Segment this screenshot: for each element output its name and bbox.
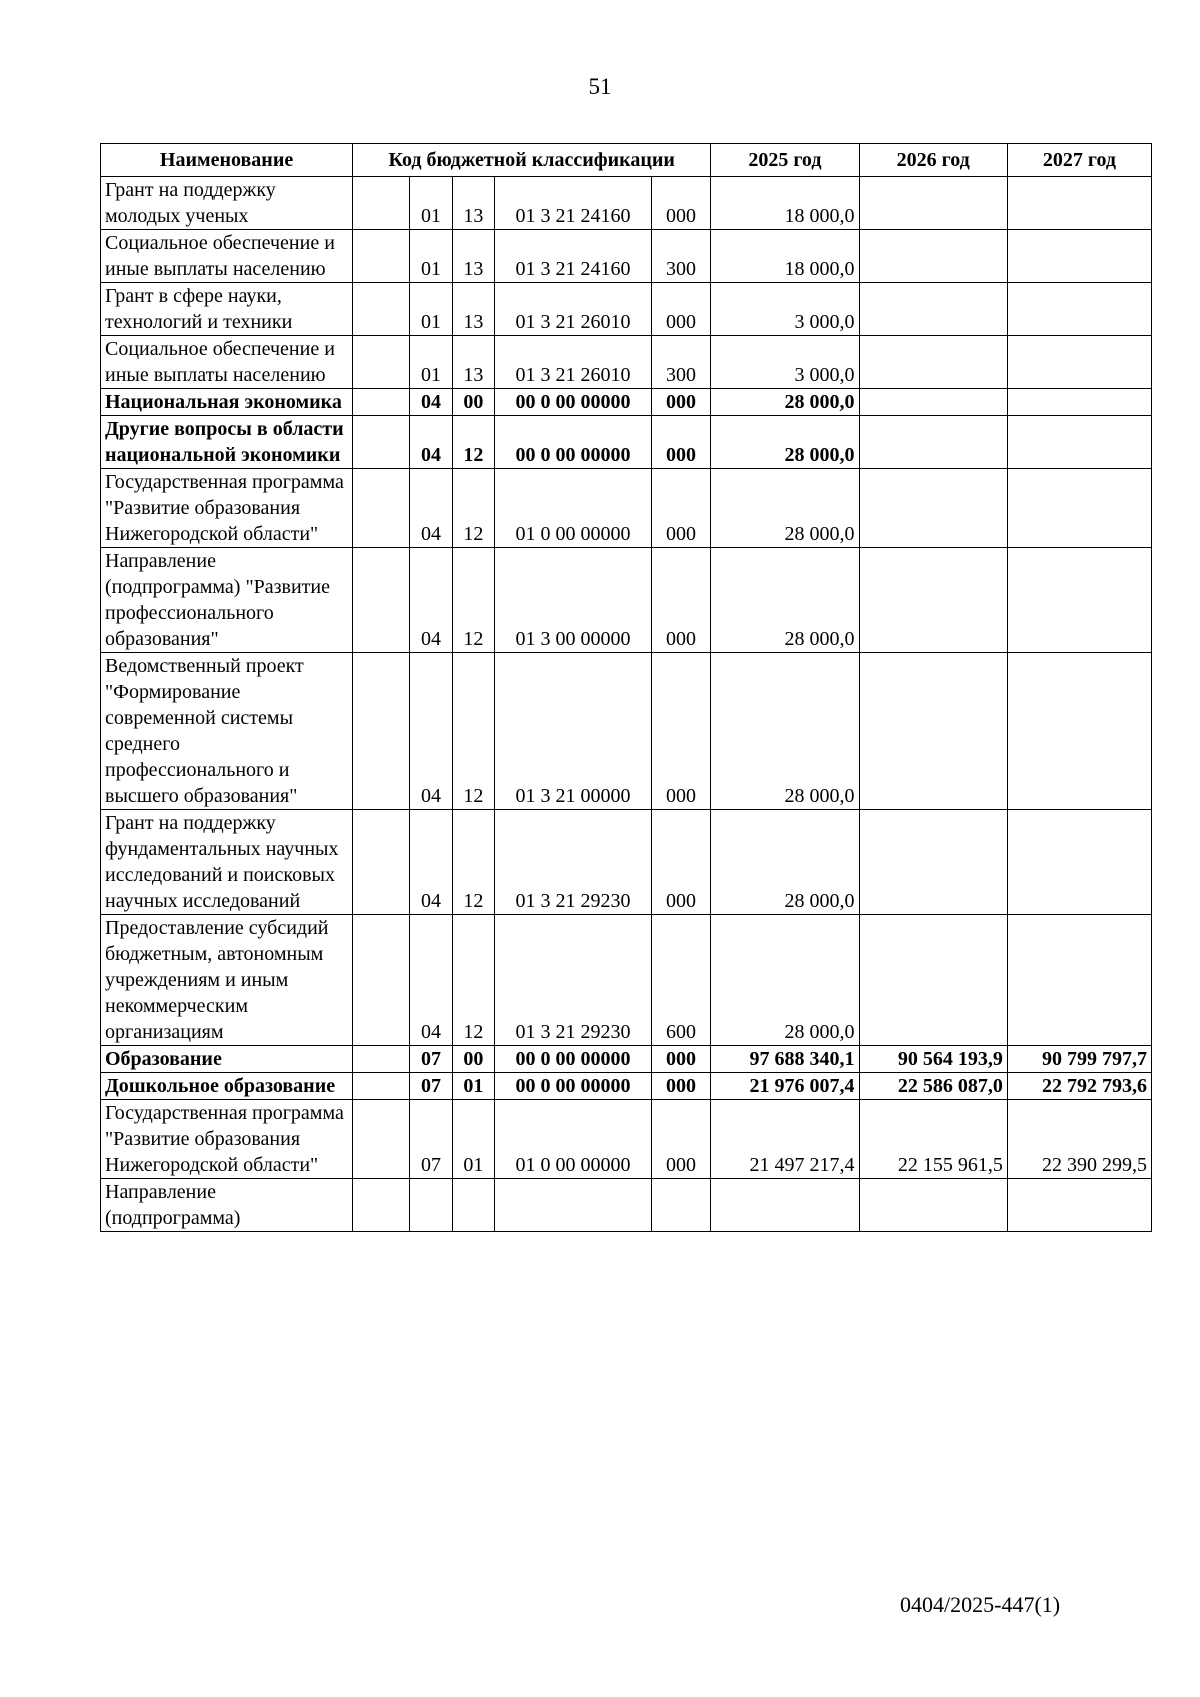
row-name: Грант в сфере науки, технологий и техники <box>101 283 353 336</box>
table-row <box>101 1179 1152 1232</box>
row-subsection: 12 <box>452 915 494 1046</box>
row-2027: 22 390 299,5 <box>1007 1100 1151 1179</box>
row-subsection: 12 <box>452 416 494 469</box>
table-row <box>101 230 1152 283</box>
row-target-code: 01 3 21 26010 <box>495 336 652 389</box>
row-target-code: 01 0 00 00000 <box>495 1100 652 1179</box>
row-subsection: 01 <box>452 1100 494 1179</box>
row-section: 07 <box>410 1046 452 1073</box>
row-name: Грант на поддержку фундаментальных научных исследований и поисковых научных исследований <box>101 810 353 915</box>
row-name: Национальная экономика <box>101 389 353 416</box>
row-2026 <box>859 336 1007 389</box>
row-blank-cell <box>353 416 410 469</box>
row-2026 <box>859 548 1007 653</box>
header-2026: 2026 год <box>859 144 1007 177</box>
row-section: 01 <box>410 230 452 283</box>
row-name: Направление (подпрограмма) "Развитие профессионального образования" <box>101 548 353 653</box>
page-number: 51 <box>588 74 612 99</box>
row-2027 <box>1007 177 1151 230</box>
row-blank-cell <box>353 810 410 915</box>
row-target-code: 01 0 00 00000 <box>495 469 652 548</box>
row-blank-cell <box>353 1100 410 1179</box>
row-target-code: 01 3 00 00000 <box>495 548 652 653</box>
row-target-code: 01 3 21 00000 <box>495 653 652 810</box>
row-blank-cell <box>353 283 410 336</box>
row-blank-cell <box>353 469 410 548</box>
row-subsection: 00 <box>452 1046 494 1073</box>
row-2025: 28 000,0 <box>711 389 859 416</box>
row-2026: 90 564 193,9 <box>859 1046 1007 1073</box>
row-expense-type: 000 <box>651 548 710 653</box>
row-2026 <box>859 389 1007 416</box>
row-2025: 28 000,0 <box>711 469 859 548</box>
row-target-code: 01 3 21 29230 <box>495 810 652 915</box>
row-2025: 28 000,0 <box>711 653 859 810</box>
header-2025: 2025 год <box>711 144 859 177</box>
row-subsection: 00 <box>452 389 494 416</box>
row-blank-cell <box>353 915 410 1046</box>
row-2025: 18 000,0 <box>711 177 859 230</box>
row-target-code: 00 0 00 00000 <box>495 1073 652 1100</box>
row-section: 04 <box>410 469 452 548</box>
row-blank-cell <box>353 653 410 810</box>
table-row <box>101 548 1152 653</box>
table-row <box>101 336 1152 389</box>
table-row-section <box>101 1046 1152 1073</box>
table-row <box>101 177 1152 230</box>
table-row-section <box>101 416 1152 469</box>
row-target-code: 01 3 21 24160 <box>495 230 652 283</box>
row-name: Государственная программа "Развитие образования Нижегородской области" <box>101 469 353 548</box>
row-target-code <box>495 1179 652 1232</box>
row-2025: 97 688 340,1 <box>711 1046 859 1073</box>
row-2027 <box>1007 653 1151 810</box>
row-2025: 3 000,0 <box>711 283 859 336</box>
row-section: 04 <box>410 416 452 469</box>
row-name: Предоставление субсидий бюджетным, автономным учреждениям и иным некоммерческим организациям <box>101 915 353 1046</box>
row-subsection: 12 <box>452 653 494 810</box>
row-expense-type: 000 <box>651 389 710 416</box>
row-2026 <box>859 810 1007 915</box>
row-name: Образование <box>101 1046 353 1073</box>
row-name: Государственная программа "Развитие образования Нижегородской области" <box>101 1100 353 1179</box>
row-subsection: 12 <box>452 810 494 915</box>
row-2026 <box>859 915 1007 1046</box>
row-target-code: 01 3 21 26010 <box>495 283 652 336</box>
row-2027 <box>1007 810 1151 915</box>
row-2025 <box>711 1179 859 1232</box>
row-2026: 22 155 961,5 <box>859 1100 1007 1179</box>
row-2026 <box>859 230 1007 283</box>
budget-table <box>100 143 1152 1232</box>
row-section <box>410 1179 452 1232</box>
row-2027 <box>1007 416 1151 469</box>
table-row <box>101 653 1152 810</box>
row-2027 <box>1007 548 1151 653</box>
row-blank-cell <box>353 1073 410 1100</box>
row-2025: 28 000,0 <box>711 810 859 915</box>
row-expense-type: 000 <box>651 1100 710 1179</box>
row-name: Социальное обеспечение и иные выплаты населению <box>101 336 353 389</box>
row-subsection: 13 <box>452 336 494 389</box>
row-2025: 21 976 007,4 <box>711 1073 859 1100</box>
row-subsection: 12 <box>452 548 494 653</box>
row-blank-cell <box>353 1179 410 1232</box>
header-2027: 2027 год <box>1007 144 1151 177</box>
row-section: 07 <box>410 1100 452 1179</box>
row-2026: 22 586 087,0 <box>859 1073 1007 1100</box>
table-row <box>101 810 1152 915</box>
row-section: 04 <box>410 810 452 915</box>
row-2027 <box>1007 1179 1151 1232</box>
row-name: Направление (подпрограмма) <box>101 1179 353 1232</box>
row-2027: 90 799 797,7 <box>1007 1046 1151 1073</box>
row-expense-type: 600 <box>651 915 710 1046</box>
row-2025: 28 000,0 <box>711 915 859 1046</box>
row-2026 <box>859 1179 1007 1232</box>
row-section: 04 <box>410 389 452 416</box>
row-section: 01 <box>410 336 452 389</box>
row-subsection <box>452 1179 494 1232</box>
table-header-row <box>101 144 1152 177</box>
row-2027: 22 792 793,6 <box>1007 1073 1151 1100</box>
row-2026 <box>859 416 1007 469</box>
row-expense-type: 000 <box>651 1046 710 1073</box>
row-section: 04 <box>410 915 452 1046</box>
row-blank-cell <box>353 336 410 389</box>
table-row-section <box>101 389 1152 416</box>
row-subsection: 12 <box>452 469 494 548</box>
row-section: 01 <box>410 177 452 230</box>
row-blank-cell <box>353 548 410 653</box>
row-target-code: 01 3 21 29230 <box>495 915 652 1046</box>
header-name: Наименование <box>101 144 353 177</box>
row-blank-cell <box>353 1046 410 1073</box>
row-expense-type: 000 <box>651 653 710 810</box>
row-2025: 18 000,0 <box>711 230 859 283</box>
table-row <box>101 1100 1152 1179</box>
row-name: Дошкольное образование <box>101 1073 353 1100</box>
row-section: 04 <box>410 653 452 810</box>
row-2026 <box>859 469 1007 548</box>
table-row <box>101 283 1152 336</box>
row-target-code: 00 0 00 00000 <box>495 416 652 469</box>
row-expense-type <box>651 1179 710 1232</box>
row-2027 <box>1007 469 1151 548</box>
row-name: Социальное обеспечение и иные выплаты населению <box>101 230 353 283</box>
row-target-code: 01 3 21 24160 <box>495 177 652 230</box>
row-name: Грант на поддержку молодых ученых <box>101 177 353 230</box>
row-2025: 3 000,0 <box>711 336 859 389</box>
row-subsection: 13 <box>452 230 494 283</box>
header-code: Код бюджетной классификации <box>353 144 711 177</box>
row-blank-cell <box>353 177 410 230</box>
row-expense-type: 300 <box>651 230 710 283</box>
table-row <box>101 469 1152 548</box>
row-2025: 28 000,0 <box>711 548 859 653</box>
row-expense-type: 000 <box>651 416 710 469</box>
row-expense-type: 300 <box>651 336 710 389</box>
table-row-section <box>101 1073 1152 1100</box>
row-target-code: 00 0 00 00000 <box>495 389 652 416</box>
row-2026 <box>859 283 1007 336</box>
row-2027 <box>1007 230 1151 283</box>
row-target-code: 00 0 00 00000 <box>495 1046 652 1073</box>
row-expense-type: 000 <box>651 810 710 915</box>
row-expense-type: 000 <box>651 1073 710 1100</box>
document-id: 0404/2025-447(1) <box>900 1592 1061 1617</box>
row-subsection: 13 <box>452 283 494 336</box>
row-2027 <box>1007 336 1151 389</box>
row-expense-type: 000 <box>651 283 710 336</box>
row-blank-cell <box>353 230 410 283</box>
row-2026 <box>859 177 1007 230</box>
row-section: 01 <box>410 283 452 336</box>
row-name: Другие вопросы в области национальной экономики <box>101 416 353 469</box>
row-2027 <box>1007 283 1151 336</box>
row-expense-type: 000 <box>651 177 710 230</box>
row-2025: 21 497 217,4 <box>711 1100 859 1179</box>
row-section: 04 <box>410 548 452 653</box>
row-subsection: 13 <box>452 177 494 230</box>
row-2027 <box>1007 915 1151 1046</box>
row-blank-cell <box>353 389 410 416</box>
row-2026 <box>859 653 1007 810</box>
table-row <box>101 915 1152 1046</box>
row-name: Ведомственный проект "Формирование современной системы среднего профессионального и высшего образования" <box>101 653 353 810</box>
row-section: 07 <box>410 1073 452 1100</box>
row-2027 <box>1007 389 1151 416</box>
row-subsection: 01 <box>452 1073 494 1100</box>
row-expense-type: 000 <box>651 469 710 548</box>
row-2025: 28 000,0 <box>711 416 859 469</box>
